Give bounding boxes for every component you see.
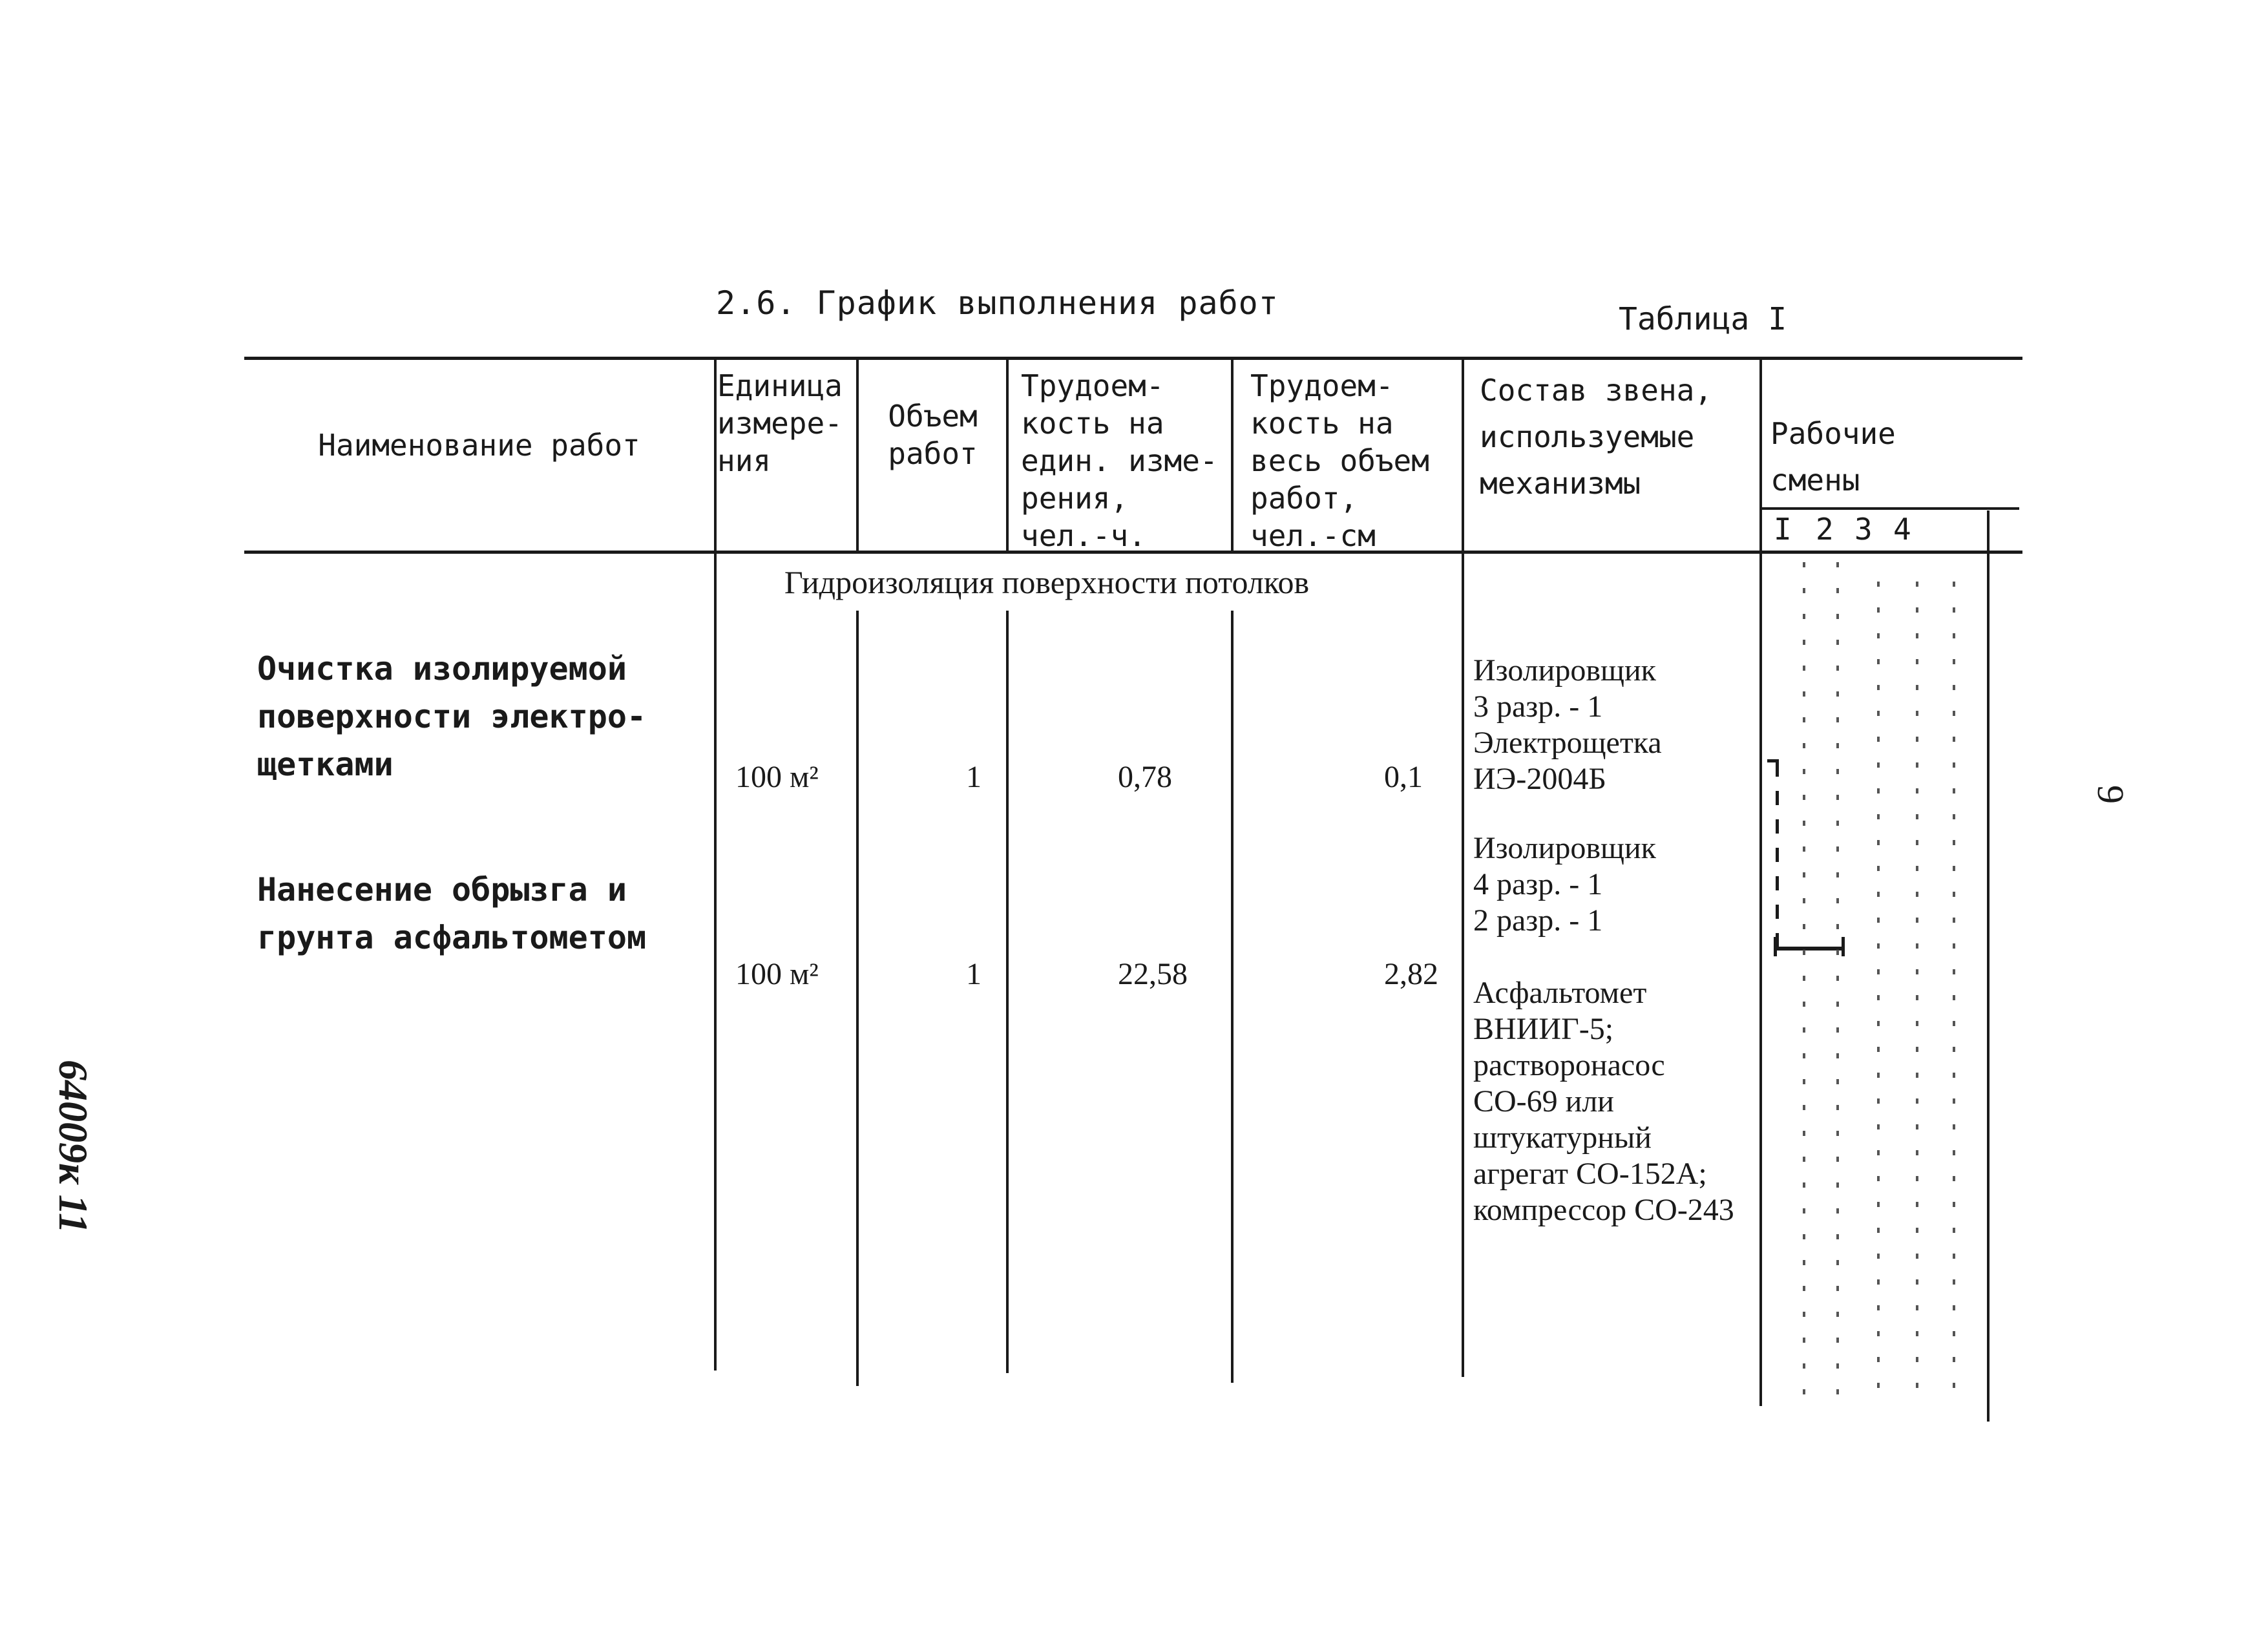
row-2-volume: 1: [966, 957, 982, 991]
header-volume: Объем работ: [888, 399, 978, 471]
header-shifts: Рабочие смены: [1770, 416, 1896, 498]
row-2-labor-unit: 22,58: [1118, 957, 1188, 991]
column-divider-shifts-end: [1987, 510, 1990, 1422]
gantt-bar-2-left-cap: [1774, 937, 1777, 956]
shift-number-1: I: [1774, 512, 1792, 547]
gantt-bar-1-dashed-line: [1776, 762, 1779, 947]
row-2-labor-total: 2,82: [1384, 957, 1438, 991]
column-divider-labor-total-header: [1231, 359, 1234, 553]
side-code: 64009к 11: [50, 1060, 96, 1234]
document-title: 2.6. График выполнения работ: [716, 284, 1279, 322]
row-2-crew: Изолировщик 4 разр. - 1 2 разр. - 1 Асфальтомет ВНИИГ-5; растворонасос СО-69 или штукатурный агрегат СО-152А; компрессор СО-243: [1473, 831, 1734, 1227]
row-1-crew: Изолировщик 3 разр. - 1 Электрощетка ИЭ-2004Б: [1473, 653, 1662, 796]
page-number: 9: [2090, 785, 2132, 804]
row-1-labor-unit: 0,78: [1118, 760, 1172, 794]
header-work-name: Наименование работ: [318, 428, 640, 463]
header-labor-total: Трудоем- кость на весь объем работ, чел.-см: [1250, 368, 1429, 553]
shift-number-4: 4: [1893, 512, 1911, 547]
column-divider-labor-unit-header: [1006, 359, 1009, 553]
shift-guide-1: [1803, 562, 1805, 1402]
column-divider-crew: [1462, 359, 1464, 1377]
row-1-work-name: Очистка изолируемой поверхности электро- щетками: [257, 650, 647, 783]
shift-guide-2: [1836, 562, 1839, 1402]
column-divider-volume-header: [856, 359, 859, 553]
section-title: Гидроизоляция поверхности потолков: [784, 564, 1310, 600]
row-2-work-name: Нанесение обрызга и грунта асфальтометом: [257, 871, 647, 956]
row-1-labor-total: 0,1: [1384, 760, 1423, 794]
column-divider-labor-total: [1231, 611, 1234, 1383]
shift-guide-4: [1916, 582, 1918, 1402]
gantt-bar-2-right-cap: [1842, 937, 1845, 956]
header-unit: Единица измере- ния: [717, 368, 843, 478]
row-1-unit: 100 м²: [735, 760, 819, 794]
shift-subheader-rule: [1761, 507, 2019, 510]
row-2-unit: 100 м²: [735, 957, 819, 991]
header-crew: Состав звена, используемые механизмы: [1480, 373, 1713, 501]
table-label: Таблица I: [1619, 301, 1787, 337]
table-top-rule: [244, 357, 2022, 360]
gantt-bar-2-horizontal: [1776, 947, 1843, 951]
shift-guide-5: [1953, 582, 1955, 1402]
shift-guide-3: [1877, 582, 1880, 1402]
column-divider-labor-unit: [1006, 611, 1009, 1373]
header-labor-unit: Трудоем- кость на един. изме- рения, чел.-ч.: [1021, 368, 1218, 553]
shift-number-3: 3: [1854, 512, 1873, 547]
column-divider-shifts: [1759, 359, 1762, 1406]
row-1-volume: 1: [966, 760, 982, 794]
column-divider-unit: [714, 359, 717, 1371]
column-divider-volume: [856, 611, 859, 1386]
shift-number-2: 2: [1816, 512, 1834, 547]
